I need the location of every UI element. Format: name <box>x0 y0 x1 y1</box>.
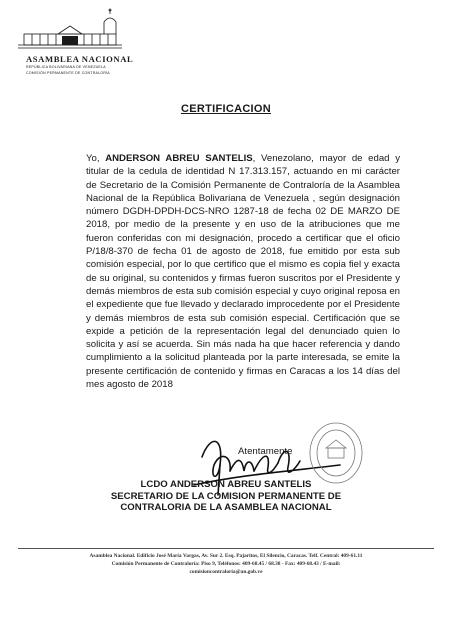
certifier-name: ANDERSON ABREU SANTELIS <box>105 153 253 164</box>
signer-title-line-2: CONTRALORIA DE LA ASAMBLEA NACIONAL <box>120 502 332 513</box>
footer-contact: Comisión Permanente de Contraloría: Piso 9, Teléfonos: 409-68.45 / 68.38 - Fax: 409-68.43 / E-mail: <box>111 561 341 567</box>
official-stamp-seal <box>304 418 368 488</box>
capitol-building-icon <box>14 8 126 54</box>
paragraph-body: , Venezolano, mayor de edad y titular de la cedula de identidad N 17.313.157, actuando en mi carácter de Secretario de la Comisión Permanente de Contraloría de la Asamblea Nacional de la República Bolivariana de Venezuela , según designación número DGDH-DPDH-DCS-NRO 1287-18 de fecha 02 DE MARZO DE 2018, por medio de la presente y en uso de la atribuciones que me fueron conferidas con mi designación, procedo a certificar que el oficio P/18/8-370 de fecha 01 de agosto de 2018, fue emitido por esta sub comisión especial, por lo que certifico que el mismo es copia fiel y exacta de su original, su contenidos y firmas fueron suscritos por el Presidente y demás miembros de esta sub comisión especial y cuyo original reposa en el expediente que fue llevado y declarado improcedente por el Presidente y demás miembros de esta sub comisión especial. Certificación que se expide a petición de la representación legal del denunciado quien lo solicita y así se acuerda. Sin más nada ha que hacer referencia y dando cumplimiento a la solicitud planteada por la parte interesada, se emite la presente certificación de contenido y firmas en Caracas a los 14 días del mes agosto de 2018 <box>86 153 400 391</box>
signer-title-line-1: SECRETARIO DE LA COMISION PERMANENTE DE <box>110 490 342 502</box>
closing-salutation: Atentamente <box>238 446 293 457</box>
signer-block <box>0 479 452 514</box>
asamblea-logo <box>14 8 134 80</box>
footer <box>18 552 434 576</box>
org-name: ASAMBLEA NACIONAL <box>26 54 134 64</box>
document-title: CERTIFICACION <box>180 103 272 115</box>
footer-address: Asamblea Nacional. Edificio José María Vargas, Av. Sur 2. Esq. Pajaritos, El Silencio, Caracas. Telf. Central: 409-61.11 <box>89 553 363 559</box>
paragraph-intro: Yo, <box>86 153 106 164</box>
footer-divider <box>18 548 434 549</box>
commission-name: COMISIÓN PERMANENTE DE CONTRALORÍA <box>26 71 110 75</box>
certification-paragraph <box>86 152 400 391</box>
org-subtitle: REPÚBLICA BOLIVARIANA DE VENEZUELA <box>26 65 106 69</box>
footer-email: comisioncontraloria@an.gob.ve <box>189 569 263 575</box>
signer-name: LCDO ANDERSON ABREU SANTELIS <box>140 479 312 490</box>
